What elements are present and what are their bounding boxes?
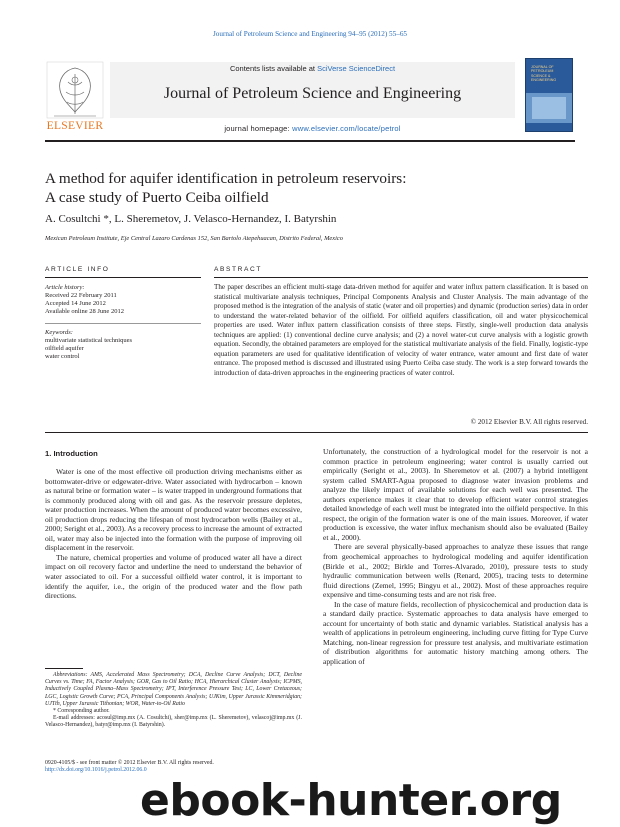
article-title-line-2: A case study of Puerto Ceiba oilfield: [45, 189, 269, 206]
article-info-heading: ARTICLE INFO: [45, 266, 110, 273]
elsevier-logo: [44, 60, 106, 134]
abstract-heading: ABSTRACT: [214, 266, 262, 273]
cover-title: JOURNAL OF PETROLEUM SCIENCE & ENGINEERING: [531, 65, 557, 82]
footnote-corresponding: * Corresponding author.: [53, 708, 110, 715]
doi-link[interactable]: http://dx.doi.org/10.1016/j.petrol.2012.06.0: [45, 767, 147, 774]
history-accepted: Accepted 14 June 2012: [45, 300, 106, 308]
intro-paragraph-3: Unfortunately, the construction of a hydrological model for the reservoir is not a common practice in petroleum engineering; water control is usually carried out empirically (Seright et al., 2003). In Sheremetov et al. (2007) a hybrid intelligent system called SMART-Agua proposed to diagnose water invasion problems and analyze the likely impact of available solutions for each well was presented. The authors experience makes it clear that to develop efficient water control strategies detailed knowledge of each well must be integrated into the oilfield perspective. In this respect, the origin of the formation water is one of the main issues. Moreover, if water production is excessive, the water influx mechanism should also be evaluated (Bailey et al., 2000).: [323, 447, 588, 542]
article-history: [45, 284, 201, 316]
issn-block: [45, 760, 302, 774]
intro-paragraph-4: There are several physically-based approaches to analyze these issues that range from geochemical approaches to hydrological modeling and aquifer identification (Birkle et al., 2002; Birkle and Torres-Alvarado, 2010), pressure tests to study hydraulic communication between wells (Renard, 2005), tracing tests to determine fluid directions (Zemel, 1995; Bingyu et al., 2002). Most of these approaches require expensive and time-consuming tests and are not risk free.: [323, 542, 588, 600]
history-label: Article history:: [45, 284, 85, 291]
watermark: ebook-hunter.org: [140, 775, 562, 826]
footnote-emails: E-mail addresses: acosul@imp.mx (A. Cosultchi), sher@imp.mx (L. Sheremetov), velascoj@imp.mx (J. Velasco-Hernandez), batyr@imp.mx (I. Batyrshin).: [45, 715, 302, 729]
article-info-rule: [45, 277, 201, 278]
issn-line: 0920-4105/$ - see front matter © 2012 Elsevier B.V. All rights reserved.: [45, 760, 214, 766]
article-title-line-1: A method for aquifer identification in petroleum reservoirs:: [45, 170, 407, 187]
journal-reference[interactable]: Journal of Petroleum Science and Engineering 94–95 (2012) 55–65: [212, 30, 408, 38]
contents-prefix: Contents lists available at: [229, 64, 318, 73]
authors: A. Cosultchi *, L. Sheremetov, J. Velasco-Hernandez, I. Batyrshin: [45, 213, 337, 225]
homepage-line: [110, 124, 515, 133]
keyword-item: water control: [45, 353, 80, 361]
abstract-bottom-rule: [45, 432, 588, 433]
header-rule: [45, 140, 575, 142]
affiliation: Mexican Petroleum Institute, Eje Central Lazaro Cardenas 152, San Bartolo Atepehuacan, Distrito Federal, Mexico: [45, 235, 343, 242]
history-online: Available online 28 June 2012: [45, 308, 124, 316]
sciencedirect-link[interactable]: SciVerse ScienceDirect: [317, 64, 396, 73]
homepage-prefix: journal homepage:: [224, 124, 293, 133]
keyword-item: oilfield aquifer: [45, 345, 84, 353]
intro-paragraph-2: The nature, chemical properties and volume of produced water all have a direct impact on oil recovery factor and underline the need to understand the behavior of water associated to oil. For a successful oilfield water control, it is important to identify the aquifer, i.e., the origin of the produced water and the flow path directions.: [45, 552, 302, 601]
section-heading-introduction: 1. Introduction: [45, 449, 98, 458]
elsevier-wordmark: ELSEVIER: [46, 120, 104, 132]
keywords-label: Keywords:: [45, 329, 73, 336]
footnote-abbreviations: Abbreviations: AMS, Accelerated Mass Spectrometry; DCA, Decline Curve Analysis; DCT, Decline Curves vs. Time; FA, Factor Analysis; GOR, Gas to Oil Ratio; HCA, Hierarchical Cluster Analysis; ICPMS, Inductively Coupled Plasma–Mass Spectrometry; IPT, Interference Pressure Test; LC, Lower Cretaceous; LGC, Logistic Growth Curve; PCA, Principal Components Analysis; UJKim, Upper Jurassic Kimmeridgian; UJTth, Upper Jurassic Tithonian; WOR, Water-to-Oil Ratio: [45, 672, 302, 707]
homepage-link[interactable]: www.elsevier.com/locate/petrol: [292, 124, 401, 133]
history-received: Received 22 February 2011: [45, 292, 117, 300]
intro-paragraph-5: In the case of mature fields, recollection of physicochemical and production data is a standard daily practice. Systematic approaches to data analysis have emerged to account for uncertainty of both static and dynamic variables. Statistical analysis has a wealth of applications in petroleum engineering, including curve fitting for Type Curve Matching, non-linear regression for pressure test analysis, and multivariate estimation of distribution algorithms for automatic history matching among others. The application of: [323, 599, 588, 667]
intro-paragraph-1: Water is one of the most effective oil production driving mechanisms either as bottomwater-drive or edgewater-drive. Water associated with hydrocarbon – known as natural brine or formation water – is water trapped in underground formations that is commonly produced along with oil and gas. As the reservoir pressure depletes, water production increases. When the amount of produced water becomes excessive, oil production drops reducing the lifespan of most hydrocarbon wells (Bailey et al., 2000; Seright et al., 2003). As a recovery process to increase the amount of extracted oil, water may also be injected into the formation with the purpose of improving oil displacement in the reservoir.: [45, 467, 302, 553]
abstract-copyright: © 2012 Elsevier B.V. All rights reserved.: [470, 418, 588, 426]
abstract-text: The paper describes an efficient multi-stage data-driven method for aquifer and water influx pattern classification. It is based on statistical multivariate analysis techniques, Principal Components Analysis and Cluster Analysis. The main advantage of the proposed method is the integration of the analysis of static (water and oil properties) and dynamic (production series) data in order to understand the water-related behavior of the oilfield. For oilfield aquifers classification, oil and water physicochemical properties are used. Water influx pattern classification consists of three steps. Firstly, single-well production data analysis techniques are applied: (1) conventional decline curve analysis; and (2) a novel water-cut curve analysis with a logistic growth equation. Secondly, the obtained parameters are employed for the statistical multivariate analysis of the field. Finally, logistic-type equation parameters are used for qualitative identification of velocity of water entrance, water amount and first date of water entrance. The proposed method is discussed and illustrated using Puerto Ceiba case study. The work is a step forward towards the introduction of data-driven approaches in the engineering practices of water control.: [214, 283, 588, 377]
footnotes: [45, 672, 302, 730]
journal-title: Journal of Petroleum Science and Engineering: [163, 85, 462, 102]
journal-cover-image: [525, 58, 573, 132]
keyword-item: multivariate statistical techniques: [45, 337, 133, 345]
contents-line: [110, 64, 515, 73]
info-divider: [45, 323, 201, 324]
article-title: [45, 169, 575, 207]
footnote-rule: [45, 668, 83, 669]
left-column: [45, 467, 302, 601]
abstract-rule: [214, 277, 588, 278]
cover-band-inner: [532, 97, 566, 119]
right-column: [323, 447, 588, 667]
keywords: [45, 329, 201, 361]
